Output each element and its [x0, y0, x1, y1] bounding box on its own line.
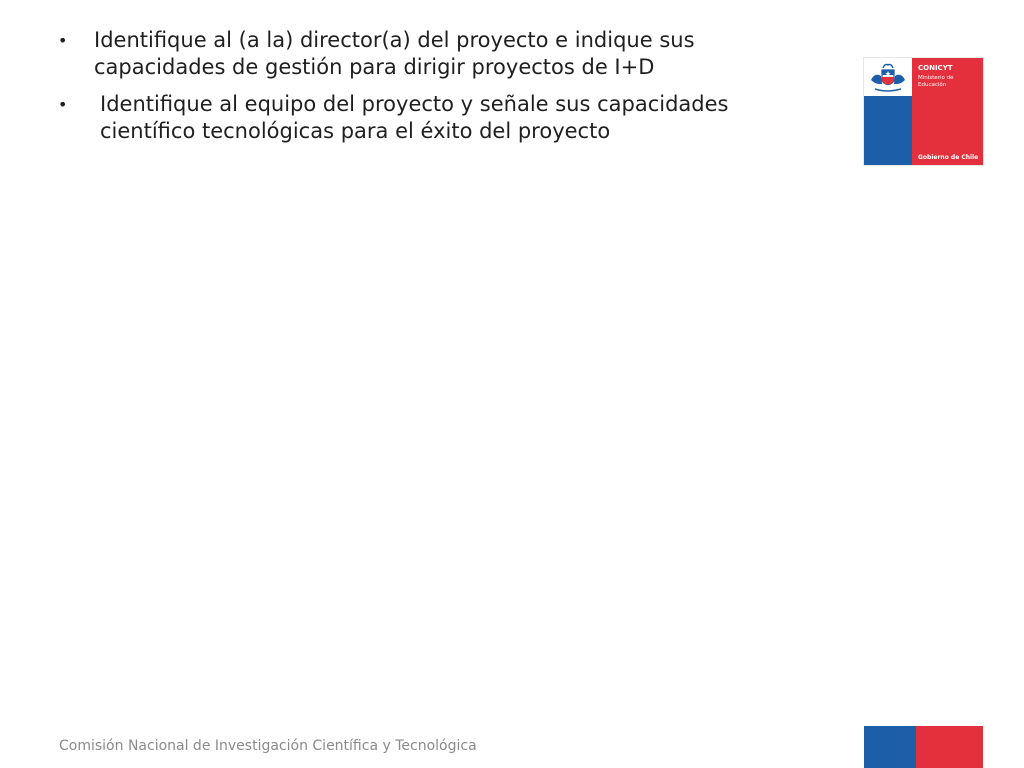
bullet-marker: •: [58, 95, 68, 114]
logo-government-name: Gobierno de Chile: [918, 154, 979, 161]
bullet-text: Identifique al (a la) director(a) del proyecto e indique sus capacidades de gestión para dirigir proyectos de I+D: [94, 28, 695, 79]
logo-ministry-name: Ministerio de Educación: [918, 75, 954, 88]
footer-flag: [864, 726, 983, 768]
bullet-item-team: [58, 91, 818, 145]
logo-red-field: [912, 58, 983, 165]
bullet-marker: •: [58, 31, 68, 50]
coat-of-arms-icon: [867, 62, 909, 94]
logo-blue-field: [864, 58, 912, 165]
logo-org-name: CONICYT: [918, 64, 953, 72]
footer-flag-blue: [864, 726, 916, 768]
footer-flag-red: [916, 726, 983, 768]
bullet-item-director: [58, 27, 818, 81]
bullet-text: Identifique al equipo del proyecto y señale sus capacidades científico tecnológicas para el éxito del proyecto: [100, 92, 729, 143]
footer-institution: Comisión Nacional de Investigación Científica y Tecnológica: [59, 738, 477, 754]
conicyt-logo: [864, 58, 983, 165]
bullet-list: [58, 27, 818, 155]
